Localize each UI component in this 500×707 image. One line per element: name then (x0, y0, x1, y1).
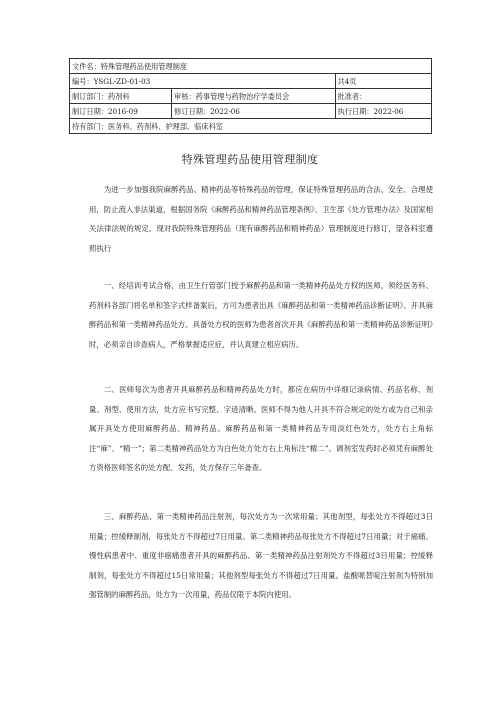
page-count-cell: 共4页 (335, 74, 431, 89)
document-code-cell: 编号：YSGL-ZD-01-03 (70, 74, 336, 89)
document-header-table (69, 58, 432, 134)
rule-paragraph-1: 一、经培训考试合格，由卫生行管部门授予麻醉药品和第一类精神药品处方权的医师，须经医务科、药剂科各部门将名单和签字式样备案后，方可为患者出具《麻醉药品和第一类精神药品诊断证明》、开具麻醉药品和第一类精神药品处方。具备处方权的医师为患者首次开具《麻醉药品和第一类精神药品诊断证明》时，必须亲自诊查病人，严格掌握适应症，并认真建立相应病历。 (89, 281, 433, 349)
holders-cell: 持有部门：医务科、药剂科、护理部、临床科室 (70, 119, 432, 134)
review-cell: 审核：药事管理与药物治疗学委员会 (172, 89, 335, 104)
made-date-cell: 制订日期：2016-09 (70, 104, 172, 119)
intro-paragraph: 为进一步加强我院麻醉药品、精神药品等特殊药品的管理，保证特殊管理药品的合法、安全、合理使用，防止流入非法渠道，根据国务院《麻醉药品和精神药品管理条例》、卫生部《处方管理办法》及国家相关法律法规的规定、现对我院特殊管理药品（现有麻醉药品和精神药品）管理制度进行修订，望各科室遵照执行 (89, 185, 433, 253)
rule-paragraph-2: 二、医师每次为患者开具麻醉药品和精神药品处方时，都应在病历中详细记录病情、药品名称、剂量、剂型、使用方法，处方应书写完整、字迹清晰。医师不得为他人开具不符合规定的处方或为自己和亲属开具处方使用麻醉药品、精神药品。麻醉药品和第一类精神药品专用淡红色处方，处方右上角标注“麻”、“精一”；第二类精神药品处方为白色处方处方右上角标注“精二”。调剂室发药时必须凭有麻醉处方资格医师签名的处方配、发药，处方保存三年备查。 (89, 385, 433, 473)
document-title: 特殊管理药品使用管理制度 (181, 153, 319, 166)
rule-paragraph-3: 三、麻醉药品、第一类精神药品注射剂，每次处方为一次常用量；其他剂型，每张处方不得超过3日用量；控缓释制剂，每张处方不得超过7日用量。第二类精神药品每张处方不得超过7日用量；对于癌痛、慢性病患者中、重度非癌痛患者开具的麻醉药品、第一类精神药品注射剂处方不得超过3日用量；控缓释制剂，每张处方不得超过15日常用量；其他剂型每张处方不得超过7日用量。盐酸哌替啶注射剂为特别加强管制的麻醉药品，处方为一次用量，药品仅限于本院内使用。 (89, 512, 433, 600)
file-name-cell: 文件名：特殊管理药品使用管理制度 (70, 59, 432, 74)
revised-date-cell: 修订日期：2022-06 (172, 104, 335, 119)
dept-cell: 制订部门：药剂科 (70, 89, 172, 104)
exec-date-cell: 执行日期：2022-06 (335, 104, 431, 119)
approver-cell: 批准者： (335, 89, 431, 104)
